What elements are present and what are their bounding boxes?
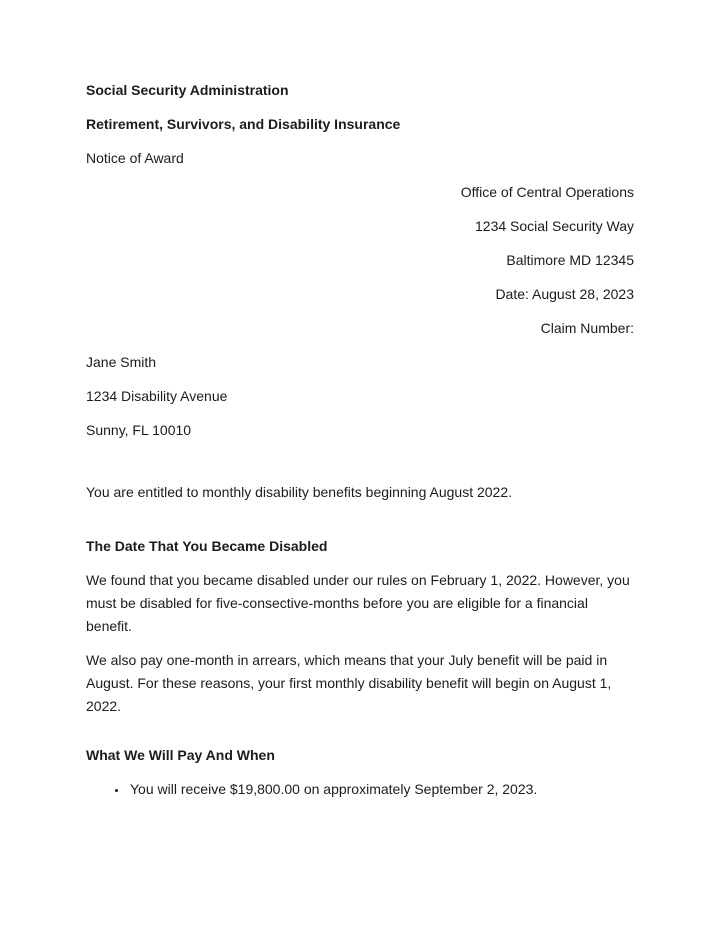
program-name: Retirement, Survivors, and Disability Insurance xyxy=(86,116,401,132)
disability-date-paragraph-2: We also pay one-month in arrears, which means that your July benefit will be paid in August. For these reasons, your first monthly disability benefit will begin on August 1, 2022. xyxy=(86,652,612,714)
disability-date-paragraph-1: We found that you became disabled under our rules on February 1, 2022. However, you must be disabled for five-consective-months before you are eligible for a financial benefit. xyxy=(86,572,630,634)
recipient-name-line: Jane Smith xyxy=(86,354,157,370)
letter-title: Notice of Award xyxy=(86,150,184,166)
entitlement-statement: You are entitled to monthly disability benefits beginning August 2022. xyxy=(86,484,513,500)
letter-date-line: Date: August 28, 2023 xyxy=(495,286,634,302)
office-city-line: Baltimore MD 12345 xyxy=(506,252,634,268)
section-heading-disability-date: The Date That You Became Disabled xyxy=(86,538,328,554)
office-name-line: Office of Central Operations xyxy=(460,184,634,200)
claim-number-line: Claim Number: xyxy=(540,320,634,336)
org-name: Social Security Administration xyxy=(86,82,289,98)
payment-bullet-item: • You will receive $19,800.00 on approximately September 2, 2023. xyxy=(128,778,634,801)
recipient-street-line: 1234 Disability Avenue xyxy=(86,388,228,404)
recipient-address-block xyxy=(86,351,634,442)
office-address-block xyxy=(86,181,634,340)
recipient-city-line: Sunny, FL 10010 xyxy=(86,422,192,438)
payment-bullet-list xyxy=(86,778,634,801)
section-heading-payment: What We Will Pay And When xyxy=(86,747,275,763)
office-street-line: 1234 Social Security Way xyxy=(475,218,634,234)
